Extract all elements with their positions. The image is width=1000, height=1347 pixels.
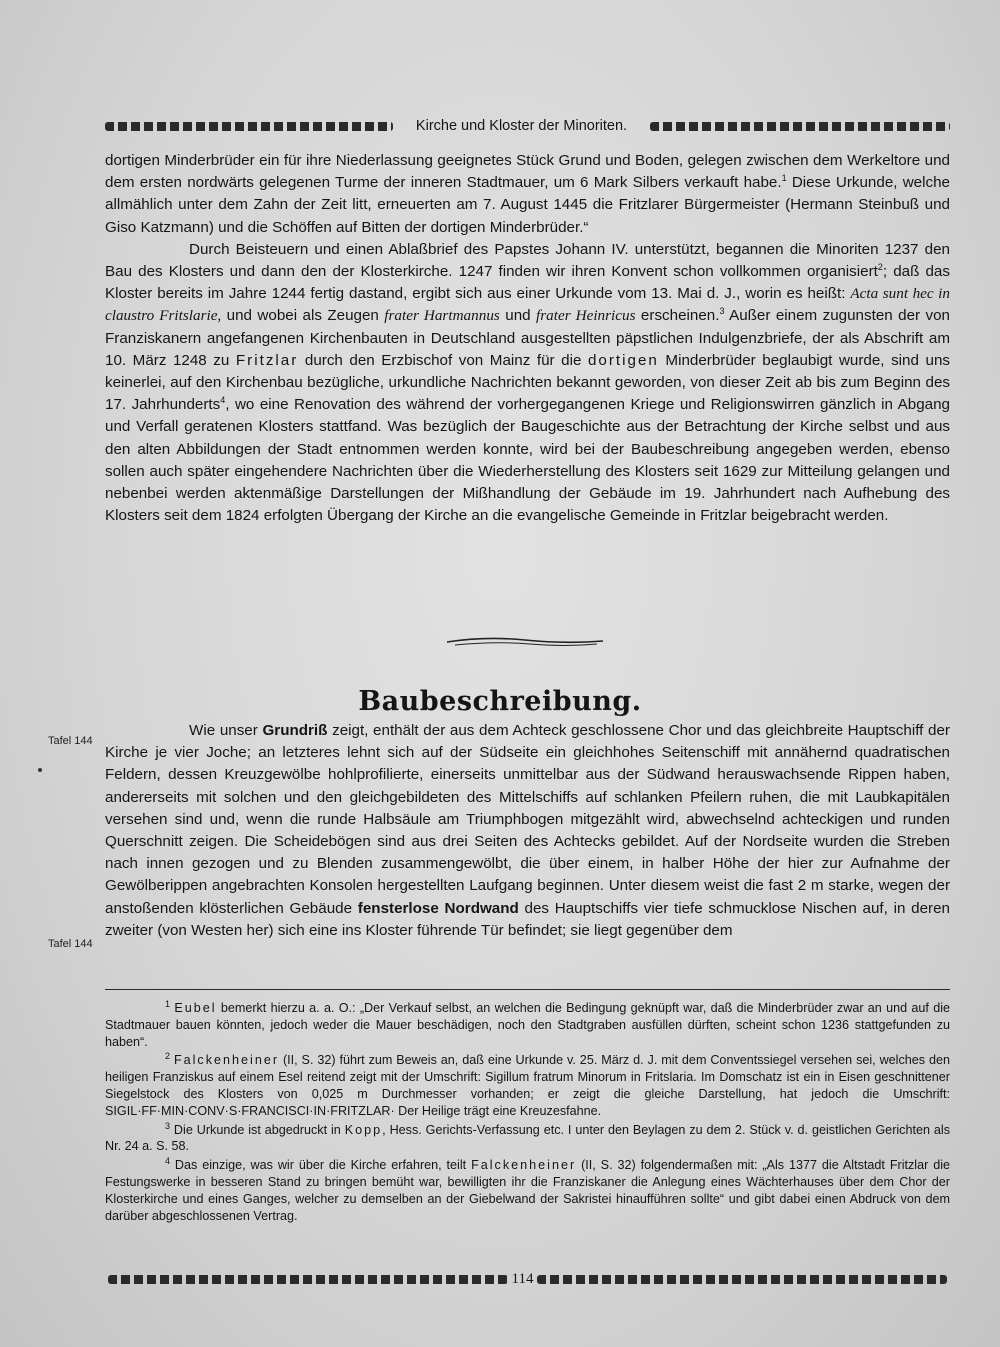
margin-speck [38, 768, 42, 772]
footnotes [105, 1000, 950, 1226]
witness-name-1: frater Hartmannus [384, 307, 500, 325]
footnote-ref-2: 2 [877, 261, 883, 272]
latin-quote: Acta sunt hec in claustro Fritslarie, [105, 285, 950, 325]
margin-note-tafel-2: Tafel 144 [48, 938, 93, 950]
history-text [105, 150, 950, 527]
paragraph-3: Wie unser Grundriß zeigt, enthält der aus dem Achteck geschlossene Chor und das gleichbreite Hauptschiff der Kirche je vier Joche; an letzteres lehnt sich auf der Südseite ein gleichhohes Seitenschiff mit annähernd quadratischen Feldern, dessen Kreuzgewölbe hohlprofilierte, einerseits unmittelbar aus der Südwand herauswachsende Rippen haben, andererseits mit solchen und den gleichgebildeten des Mittelschiffs auf schlanken Pfeilern ruhen, die mit Laubkapitälen versehen sind und, wenn die runde Halbsäule am Triumphbogen mitgezählt wird, abwechselnd achteckigen und runden Querschnitt zeigen. Die Scheidebögen sind aus drei Seiten des Achtecks gebildet. Auf der Nordseite wurden die Streben nach innen gezogen und zu Blenden zusammengewölbt, die über einem, in halber Höhe der hier zur Aufnahme der Gewölberippen angebrachten Konsolen hergestellten Laufgang beginnen. Unter diesem weist die fast 2 m starke, wegen der anstoßenden klösterlichen Gebäude fensterlose Nordwand des Hauptschiffs vier tiefe schmucklose Nischen auf, in deren zweiter (von Westen her) sich eine ins Kloster führende Tür befindet; sie liegt gegenüber dem [105, 722, 950, 939]
spaced-dortigen: dortigen [587, 351, 659, 369]
footnote-ref-3: 3 [719, 306, 725, 317]
footnote-ref-1: 1 [781, 173, 787, 184]
margin-note-tafel-1: Tafel 144 [48, 735, 93, 747]
description-text [105, 720, 950, 942]
bold-fensterlose-nordwand: fensterlose Nordwand [357, 899, 519, 917]
bold-grundriss: Grundriß [262, 722, 328, 739]
footnote-4: $^4$ Das einzige, was wir über die Kirche erfahren, teilt Falckenheiner (II, S. 32) folgendermaßen mit: „Als 1377 die Altstadt Fritzlar die Festungswerke in besseren Stand zu bringen bemüht war, bewilligten ihr die Franziskaner die Anlegung eines Wächterhauses über dem Chor der Klosterkirche und eines Ganges, welcher zu demselben an der Giebelwand der Sakristei hinaufführen sollte“ und gibt dabei einen Abdruck von dem darüber abgeschlossenen Vertrag. [105, 1155, 950, 1223]
page-footer [105, 1268, 950, 1290]
header-ornament-right [650, 122, 950, 131]
footnote-rule [105, 989, 950, 990]
paragraph-1: dortigen Minderbrüder ein für ihre Niederlassung geeignetes Stück Grund und Boden, gelegen zwischen dem Werkeltore und dem ersten nordwärts gelegenen Turme der inneren Stadtmauer, um 6 Mark Silbers verkauft habe.$^1$ Diese Urkunde, welche allmählich unter dem Zahn der Zeit litt, erneuerten am 7. August 1445 die Fritzlarer Bürgermeister (Hermann Steinbuß und Giso Katzmann) und die Schöffen auf Bitten der dortigen Minderbrüder.“ [105, 152, 950, 236]
page-number: 114 [511, 1270, 534, 1287]
witness-name-2: frater Heinricus [536, 307, 636, 325]
header-ornament-left [105, 122, 393, 131]
footer-ornament-right [537, 1275, 947, 1284]
footnote-2: $^2$ Falckenheiner (II, S. 32) führt zum Beweis an, daß eine Urkunde v. 25. März d. J. mit dem Conventssiegel versehen sei, welches den heiligen Franziskus auf einem Esel reitend zeigt mit der Umschrift: Sigillum fratrum Minorum in Fritslaria. Im Domschatz ist ein in Eisen geschnittener Siegelstock des Klosters von 0,025 m Durchmesser vorhanden; er zeigt die gleiche Darstellung, hat jedoch die Umschrift: SIGIL·FF·MIN·CONV·S·FRANCISCI·IN·FRITZLAR· Der Heilige trägt eine Kreuzesfahne. [105, 1051, 950, 1118]
spaced-fritzlar: Fritzlar [235, 351, 299, 369]
footnote-1: $^1$ Eubel bemerkt hierzu a. a. O.: „Der Verkauf selbst, an welchen die Bedingung geknüpft war, daß die Minderbrüder zwar an und auf die Stadtmauer bauen könnten, jedoch weder die Mauer beschädigen, noch den Stadtgraben ausfüllen dürften, scheint schon 1236 stattgefunden zu haben“. [105, 998, 950, 1049]
running-header-title: Kirche und Kloster der Minoriten. [415, 118, 628, 134]
footnote-3: $^3$ Die Urkunde ist abgedruckt in Kopp, Hess. Gerichts-Verfassung etc. I unter den Beylagen zu dem 2. Stück v. d. geistlichen Gerichten als Nr. 24 a. S. 58. [105, 1120, 951, 1154]
paragraph-2: Durch Beisteuern und einen Ablaßbrief des Papstes Johann IV. unterstützt, begannen die Minoriten 1237 den Bau des Klosters und dann den der Klosterkirche. 1247 finden wir ihren Konvent schon vollkommen organisiert$^2$; daß das Kloster bereits im Jahre 1244 fertig dastand, ergibt sich aus einer Urkunde vom 13. Mai d. J., worin es heißt: Acta sunt hec in claustro Fritslarie, und wobei als Zeugen frater Hartmannus und frater Heinricus erscheinen.$^3$ Außer einem zugunsten der von Franziskanern angefangenen Kirchenbauten in Deutschland ausgestellten päpstlichen Indulgenzbriefe, der als Abschrift am 10. März 1248 zu Fritzlar durch den Erzbischof von Mainz für die dortigen Minderbrüder beglaubigt wurde, sind uns keinerlei, auf den Kirchenbau bezügliche, urkundliche Nachrichten bekannt geworden, von dieser Zeit ab bis zum Beginn des 17. Jahrhunderts$^4$, wo eine Renovation des während der vorhergegangenen Kriege und Religionswirren gänzlich in Abgang und Verfall geratenen Klosters stattfand. Was bezüglich der Baugeschichte aus der Betrachtung der Kirche selbst und aus den alten Abbildungen der Stadt entnommen werden konnte, wird bei der Baubeschreibung angegeben werden, ebenso sollen auch später eingehendere Nachrichten über die Wiederherstellung des Klosters seit 1629 zur Mitteilung gelangen und nebenbei werden aktenmäßige Darstellungen der Mißhandlung der Gebäude im 19. Jahrhundert nach Aufhebung des Klosters seit dem 1824 erfolgten Übergang der Kirche an die evangelische Gemeinde in Fritzlar beigebracht werden. [105, 240, 950, 525]
section-divider [445, 632, 605, 652]
footer-ornament-left [108, 1275, 508, 1284]
running-header [105, 115, 950, 137]
section-heading: Baubeschreibung. [358, 686, 642, 717]
footnote-ref-4: 4 [220, 395, 226, 406]
